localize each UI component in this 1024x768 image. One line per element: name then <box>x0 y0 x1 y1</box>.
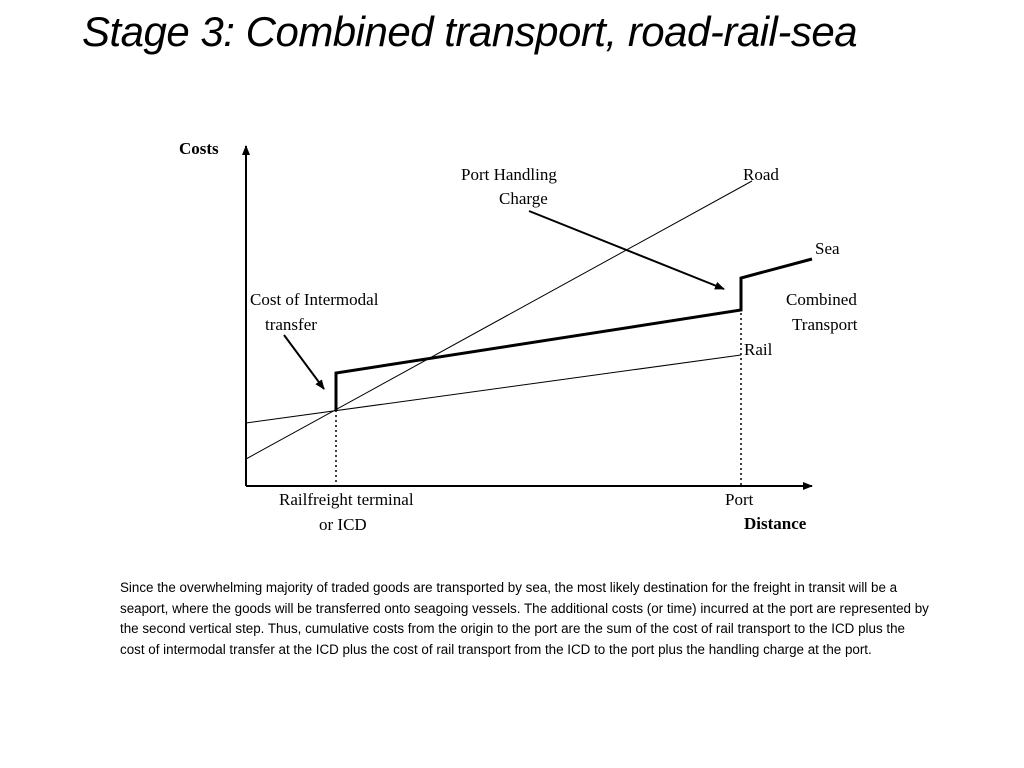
intermodal-label-line2: transfer <box>265 315 317 334</box>
port-handling-arrow <box>529 211 724 289</box>
intermodal-arrow <box>284 335 324 389</box>
railfreight-terminal-label-line2: or ICD <box>319 515 367 534</box>
combined-transport-label-line2: Transport <box>792 315 858 334</box>
sea-label: Sea <box>815 239 840 258</box>
y-axis-label: Costs <box>179 139 219 158</box>
port-handling-label-line2: Charge <box>499 189 548 208</box>
road-label: Road <box>743 165 779 184</box>
railfreight-terminal-label-line1: Railfreight terminal <box>279 490 414 509</box>
slide-title: Stage 3: Combined transport, road-rail-sea <box>82 8 858 55</box>
intermodal-label-line1: Cost of Intermodal <box>250 290 379 309</box>
port-handling-label-line1: Port Handling <box>461 165 557 184</box>
rail-label: Rail <box>744 340 773 359</box>
rail-line <box>246 355 741 423</box>
caption-text: Since the overwhelming majority of traded goods are transported by sea, the most likely destination for the freight in transit will be a seaport, where the goods will be transferred onto seagoing vessels. The additional costs (or time) incurred at the port are represented by the second vertical step. Thus, cumulative costs from the origin to the port are the sum of the cost of rail transport to the ICD plus the cost of intermodal transfer at the ICD plus the cost of rail transport from the ICD to the port plus the handling charge at the port. <box>120 580 929 657</box>
combined-transport-label-line1: Combined <box>786 290 857 309</box>
port-label: Port <box>725 490 754 509</box>
x-axis-label: Distance <box>744 514 807 533</box>
